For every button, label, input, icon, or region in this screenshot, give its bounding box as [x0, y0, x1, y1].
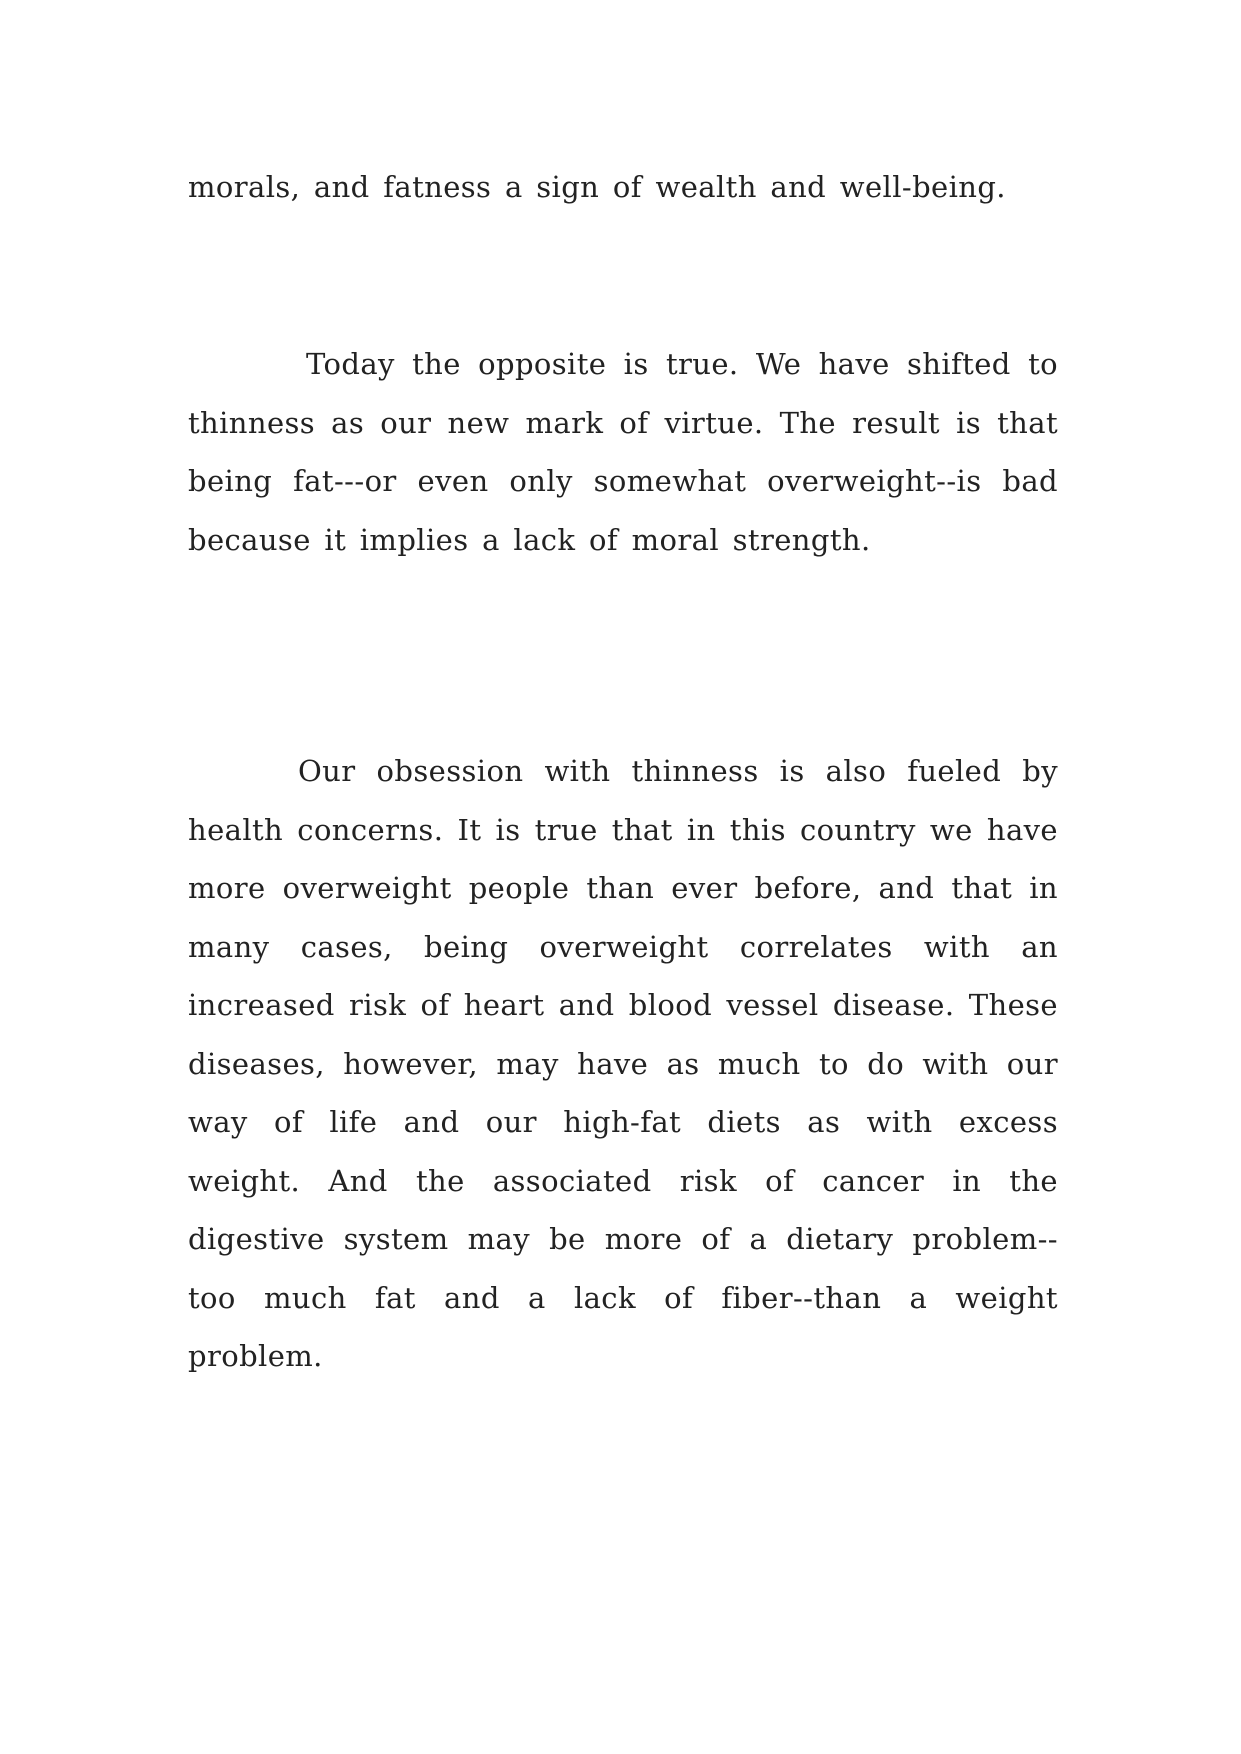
paragraph-thinness-virtue: Today the opposite is true. We have shifted to thinness as our new mark of virtue. The result is that being fat---or even only somewhat overweight--is bad because it implies a lack of moral strength.	[188, 347, 1058, 557]
paragraph-health-concerns: Our obsession with thinness is also fueled by health concerns. It is true that in this country we have more overweight people than ever before, and that in many cases, being overweight correlates with an increased risk of heart and blood vessel disease. These diseases, however, may have as much to do with our way of life and our high-fat diets as with excess weight. And the associated risk of cancer in the digestive system may be more of a dietary problem--too much fat and a lack of fiber--than a weight problem.	[188, 754, 1058, 1373]
paragraph-continuation: morals, and fatness a sign of wealth and well-being.	[188, 170, 1006, 204]
